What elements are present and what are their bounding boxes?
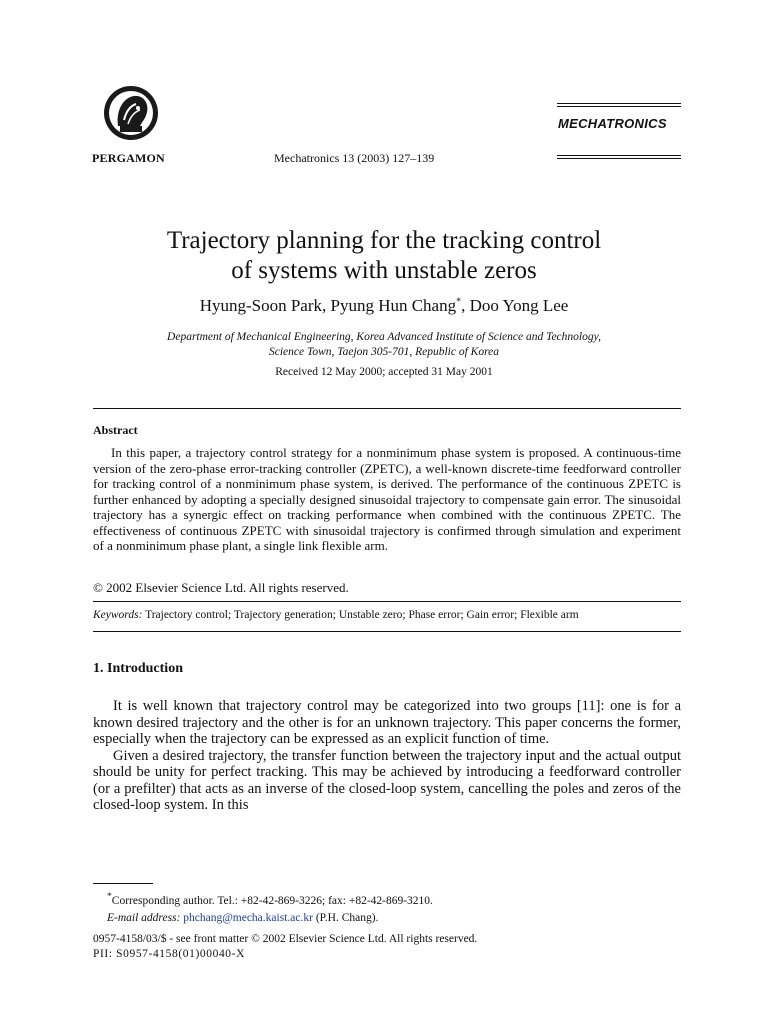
front-matter [93,932,477,962]
affiliation [80,330,688,360]
keywords [93,609,693,621]
keywords-label: Keywords: [93,609,143,621]
affiliation-line: Science Town, Taejon 305-701, Republic of Korea [269,346,499,358]
authors-text: Hyung-Soon Park, Pyung Hun Chang [199,296,457,315]
brand-rule [557,106,681,107]
abstract-body [93,445,681,554]
authors-text: , Doo Yong Lee [461,296,569,315]
divider [93,631,681,632]
email-owner: (P.H. Chang). [312,911,379,924]
title-line: of systems with unstable zeros [231,257,537,284]
article-title [80,226,688,286]
journal-brand: MECHATRONICS [558,116,667,131]
pii-line: PII: S0957-4158(01)00040-X [93,948,245,960]
footnote-mark: * [107,891,112,902]
paragraph: It is well known that trajectory control may be categorized into two groups [11]: one is for a known desired trajectory and the other is for an unknown trajectory. This paper concerns the former, especially when the trajectory can be expressed as an explicit function of time. [93,698,681,747]
introduction-body [93,698,681,814]
paragraph: Given a desired trajectory, the transfer function between the trajectory input and the actual output should be unity for perfect tracking. This may be achieved by introducing a feedforward controller (or a prefilter) that acts as an inverse of the closed-loop system, cancelling the poles and zeros of the closed-loop system. In this [93,747,681,813]
footnote-rule [93,883,153,884]
abstract-copyright: © 2002 Elsevier Science Ltd. All rights reserved. [93,580,349,595]
divider [93,601,681,602]
issn-line: 0957-4158/03/$ - see front matter © 2002 Elsevier Science Ltd. All rights reserved. [93,933,478,945]
received-dates: Received 12 May 2000; accepted 31 May 2001 [275,366,493,378]
abstract-heading: Abstract [93,423,138,437]
email-label: E-mail address: [107,911,181,924]
email-link[interactable]: phchang@mecha.kaist.ac.kr [183,911,313,924]
section-heading: 1. Introduction [93,661,183,676]
abstract-text: In this paper, a trajectory control strategy for a nonminimum phase system is proposed. A continuous-time version of the zero-phase error-tracking controller (ZPETC), a well-known discrete-time feedforward controller for tracking control of a nonminimum phase system, is derived. The performance of the continuous ZPETC is further enhanced by adopting a specially designed sinusoidal trajectory to compensate gain error. The sinusoidal trajectory has a synergic effect on tracking performance when combined with the continuous ZPETC. The effectiveness of continuous ZPETC with sinusoidal trajectory is confirmed through simulation and experiment of a nonminimum phase plant, a single link flexible arm. [93,445,681,553]
publisher-name: PERGAMON [92,151,165,165]
title-line: Trajectory planning for the tracking control [166,227,602,254]
divider [93,408,681,409]
elsevier-tree-logo-icon [102,82,160,148]
corresponding-mark[interactable]: * [456,296,462,308]
keywords-list: Trajectory control; Trajectory generation; Unstable zero; Phase error; Gain error; Flexible arm [142,609,579,621]
brand-rule [557,158,681,159]
brand-rule [557,155,681,156]
affiliation-line: Department of Mechanical Engineering, Korea Advanced Institute of Science and Technology, [167,331,601,343]
author-list [80,296,688,316]
journal-reference: Mechatronics 13 (2003) 127–139 [274,151,435,165]
footnote [107,888,433,927]
brand-rule [557,103,681,104]
corresponding-author-info: Corresponding author. Tel.: +82-42-869-3226; fax: +82-42-869-3210. [111,894,433,907]
